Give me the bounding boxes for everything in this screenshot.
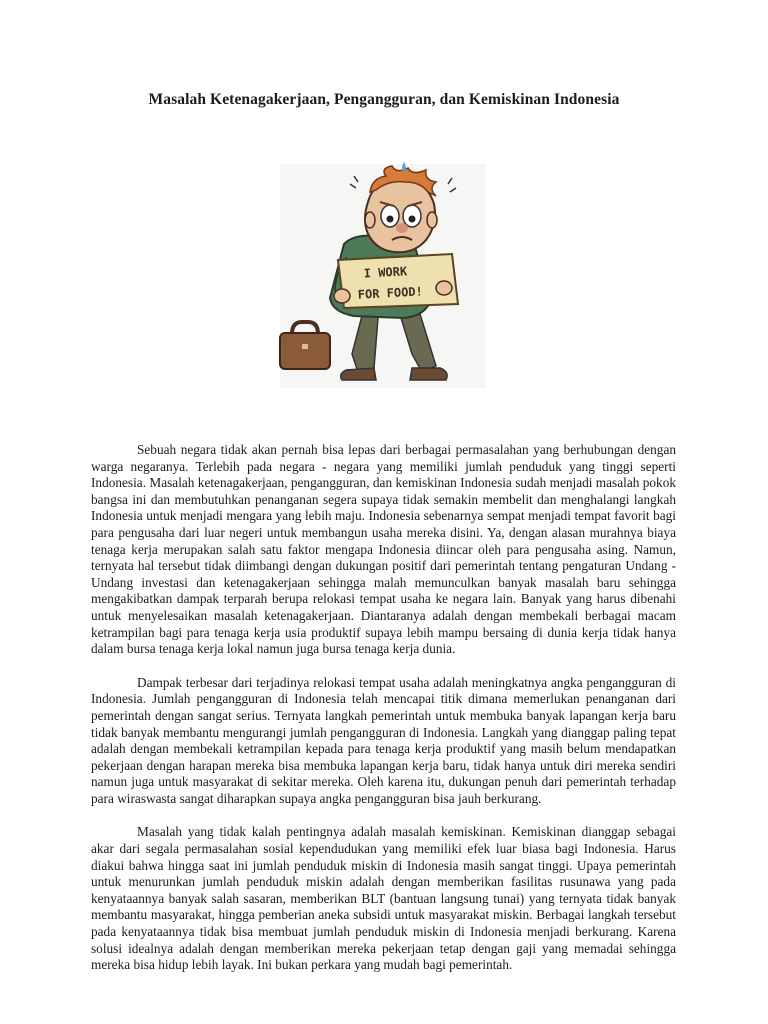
sign-line-2: FOR FOOD! — [357, 284, 424, 302]
worried-man-illustration — [272, 158, 494, 394]
article-body — [91, 442, 676, 991]
sign-line-1: I WORK — [363, 264, 408, 281]
sweat-drop-icon — [402, 162, 406, 172]
page-title: Masalah Ketenagakerjaan, Pengangguran, dan Kemiskinan Indonesia — [148, 91, 620, 108]
paragraph: Sebuah negara tidak akan pernah bisa lepas dari berbagai permasalahan yang berhubungan dengan warga negaranya. Terlebih pada negara - negara yang memiliki jumlah penduduk yang tinggi seperti Indonesia. Masalah ketenagakerjaan, pengangguran, dan kemiskinan Indonesia sudah menjadi masalah pokok bangsa ini dan membutuhkan penanganan segera supaya tidak semakin membelit dan menghalangi langkah Indonesia untuk menjadi mengara yang lebih maju. Indonesia sebenarnya sempat menjadi tempat favorit bagi para pengusaha dari luar negeri untuk membangun usaha mereka disini. Ya, dengan alasan murahnya biaya tenaga kerja merupakan salah satu faktor mengapa Indonesia diincar oleh para pengusaha asing. Namun, ternyata hal tersebut tidak diimbangi dengan dukungan positif dari pemerintah tentang pengaturan Undang - Undang investasi dan ketenagakerjaan sehingga malah memunculkan banyak masalah baru sehingga mengakibatkan dampak terparah berupa relokasi tempat usaha ke negara lain. Banyak yang harus dibenahi untuk menyelesaikan masalah ketenagakerjaan. Diantaranya adalah dengan membekali berbagai macam ketrampilan bagi para tenaga kerja usia produktif supaya lebih mampu bersaing di dunia kerja tidak hanya dalam bursa tenaga kerja lokal namun juga bursa tenaga kerja dunia. — [91, 442, 676, 657]
paragraph: Masalah yang tidak kalah pentingnya adalah masalah kemiskinan. Kemiskinan dianggap sebagai akar dari segala permasalahan sosial kependudukan yang memiliki efek luar biasa bagi Indonesia. Harus diakui bahwa hingga saat ini jumlah penduduk miskin di Indonesia masih sangat tinggi. Upaya pemerintah untuk menurunkan jumlah penduduk miskin adalah dengan memberikan fasilitas rusunawa yang pada kenyataannya banyak salah sasaran, memberikan BLT (bantuan langsung tunai) yang ternyata tidak banyak membantu masyarakat, hingga pemberian aneka subsidi untuk masyarakat miskin. Berbagai langkah tersebut pada kenyataannya tidak bisa membuat jumlah penduduk miskin di Indonesia menjadi berkurang. Karena solusi idealnya adalah dengan memberikan mereka pekerjaan tetap dengan gaji yang memadai sehingga mereka bisa hidup lebih layak. Ini bukan perkara yang mudah bagi pemerintah. — [91, 824, 676, 973]
paragraph: Dampak terbesar dari terjadinya relokasi tempat usaha adalah meningkatnya angka pengangguran di Indonesia. Jumlah pengangguran di Indonesia telah mencapai titik dimana memerlukan penanganan dari pemerintah dengan sangat serius. Ternyata langkah pemerintah untuk membuka banyak lapangan kerja baru tidak banyak membantu mengurangi jumlah pengangguran di Indonesia. Langkah yang dianggap paling tepat adalah dengan membekali ketrampilan kepada para tenaga kerja produktif yang masih belum mendapatkan pekerjaan dengan harapan mereka bisa membuka lapangan kerja baru, tidak hanya untuk diri mereka sendiri namun juga untuk masyarakat di sekitar mereka. Oleh karena itu, dukungan penuh dari pemerintah terhadap para wiraswasta sangat diharapkan supaya angka pengangguran bisa jauh berkurang. — [91, 674, 676, 806]
man-left-hand — [334, 289, 350, 303]
food-sign — [338, 254, 458, 308]
man-right-hand — [436, 281, 452, 295]
